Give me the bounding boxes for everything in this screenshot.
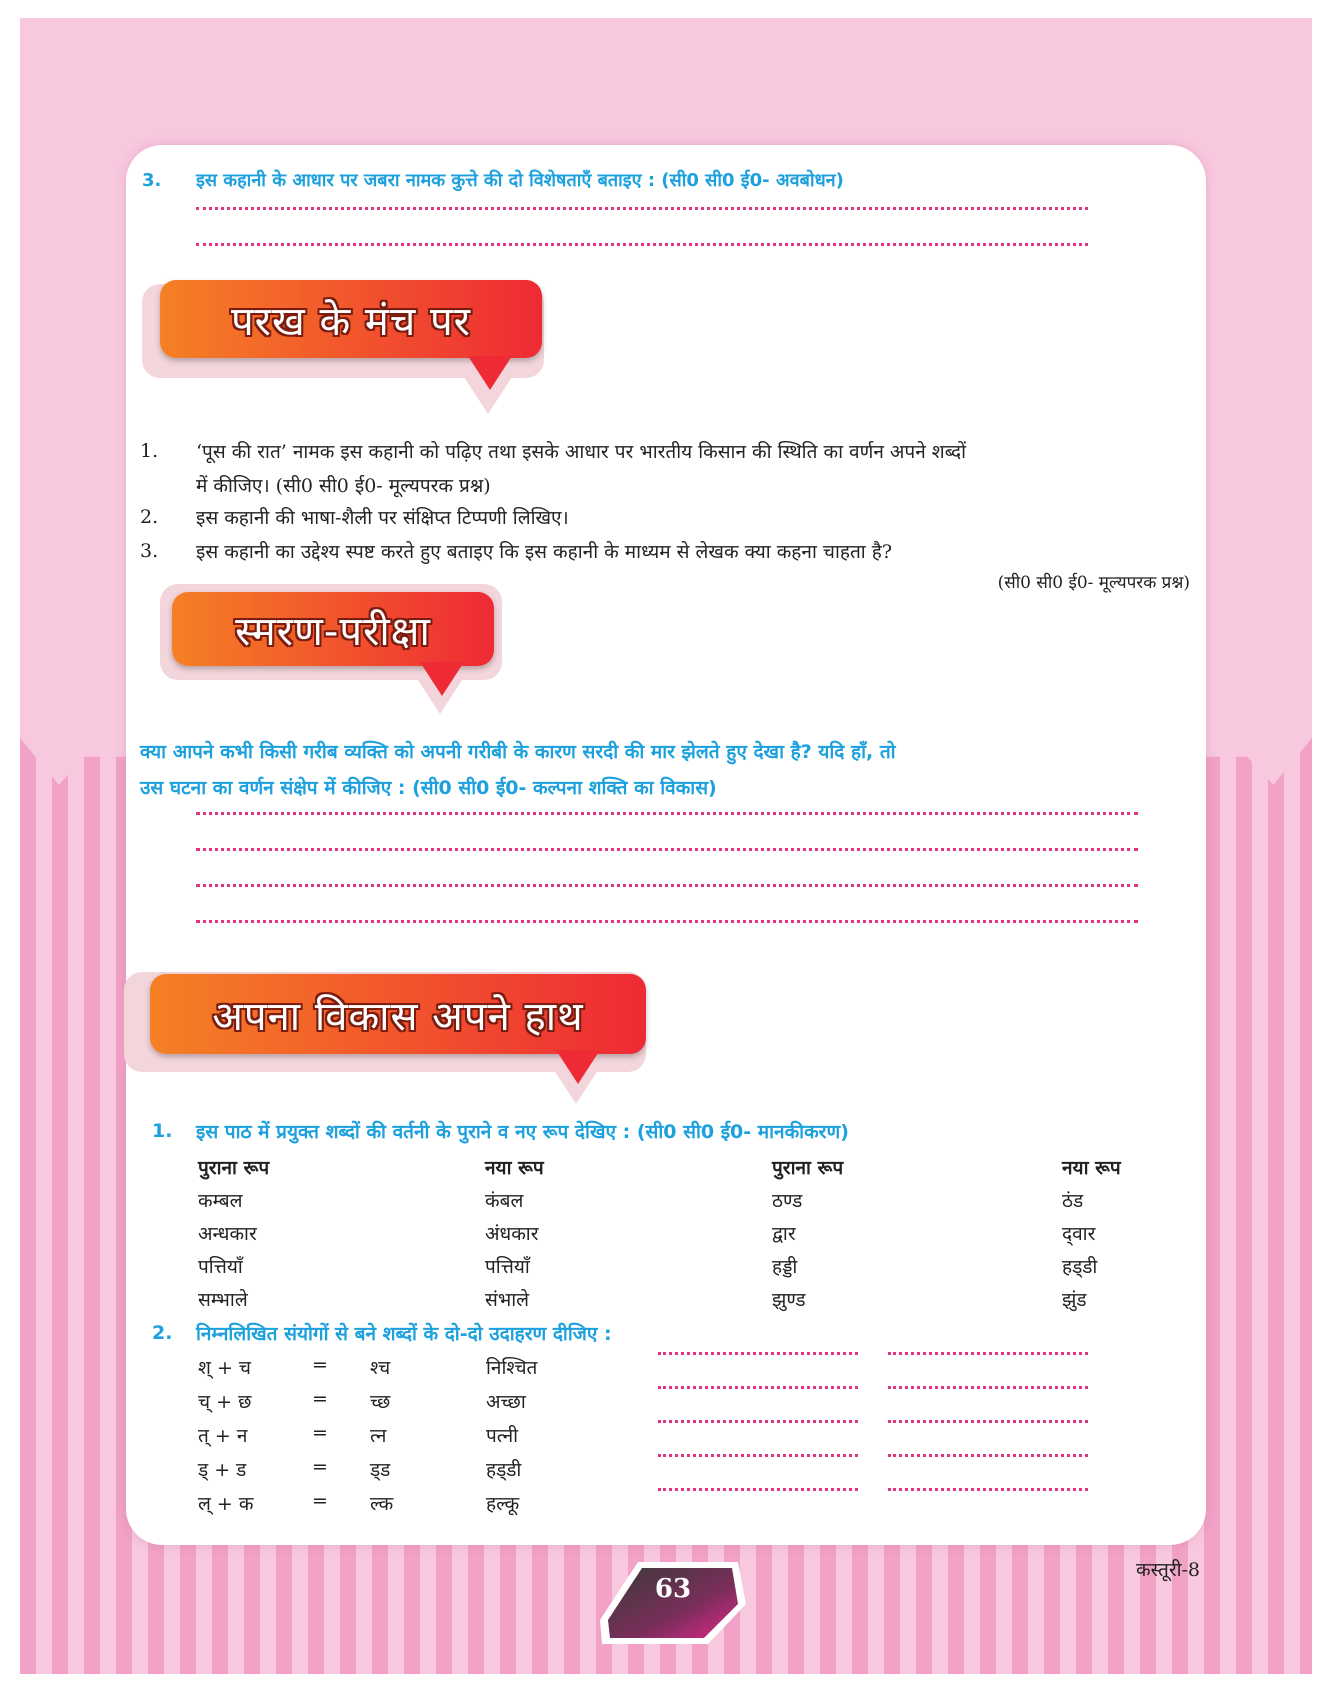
table-cell: पत्तियाँ <box>485 1255 530 1278</box>
example-word: हड्‌डी <box>486 1459 522 1481</box>
question-tag: (सी0 सी0 ई0- मूल्यपरक प्रश्न) <box>997 573 1190 593</box>
equals-sign: = <box>312 1388 328 1410</box>
answer-line <box>196 920 1138 923</box>
page-number-badge <box>598 1560 748 1646</box>
smaran-question-cont: उस घटना का वर्णन संक्षेप में कीजिए : (सी0 सी0 ई0- कल्पना शक्ति का विकास) <box>140 777 717 799</box>
equals-sign: = <box>312 1354 328 1376</box>
table-cell: द्‌वार <box>1062 1222 1096 1245</box>
table-cell: पत्तियाँ <box>198 1255 243 1278</box>
top-question-text: इस कहानी के आधार पर जबरा नामक कुत्ते की दो विशेषताएँ बताइए : (सी0 सी0 ई0- अवबोधन) <box>196 170 844 191</box>
answer-line <box>196 812 1138 815</box>
table-header: पुराना रूप <box>198 1156 270 1179</box>
question-number: 1. <box>140 440 159 462</box>
table-cell: सम्भाले <box>198 1288 248 1311</box>
table-cell: झुंड <box>1062 1288 1087 1311</box>
table-cell: अंधकार <box>485 1222 539 1245</box>
top-question-number: 3. <box>142 170 162 191</box>
equals-sign: = <box>312 1490 328 1512</box>
equals-sign: = <box>312 1456 328 1478</box>
combined-letter: च्छ <box>370 1391 391 1413</box>
answer-line <box>888 1454 1088 1457</box>
combined-letter: ल्क <box>370 1493 394 1515</box>
answer-line <box>658 1352 858 1355</box>
combination: ल् + क <box>198 1493 254 1515</box>
example-word: पत्नी <box>486 1425 519 1447</box>
answer-line <box>658 1386 858 1389</box>
answer-line <box>196 884 1138 887</box>
combined-letter: त्न <box>370 1425 387 1447</box>
table-row <box>198 1183 1182 1216</box>
answer-line <box>888 1488 1088 1491</box>
table-row <box>198 1216 1182 1249</box>
table-cell: संभाले <box>485 1288 530 1311</box>
answer-line <box>888 1352 1088 1355</box>
answer-line <box>658 1488 858 1491</box>
table-cell: हड्डी <box>772 1255 798 1278</box>
question-number: 2. <box>140 506 159 528</box>
equals-sign: = <box>312 1422 328 1444</box>
table-header: नया रूप <box>1062 1156 1121 1179</box>
spelling-table <box>198 1150 1182 1315</box>
table-cell: कम्बल <box>198 1189 243 1212</box>
table-header-row <box>198 1150 1182 1183</box>
book-name: कस्तूरी-8 <box>1136 1559 1201 1581</box>
question-text-cont: में कीजिए। (सी0 सी0 ई0- मूल्यपरक प्रश्न) <box>196 475 491 497</box>
combination: ड् + ड <box>198 1459 247 1481</box>
q2-text: निम्नलिखित संयोगों से बने शब्दों के दो-दो उदाहरण दीजिए : <box>196 1323 612 1345</box>
combined-letter: श्च <box>370 1357 391 1379</box>
table-cell: ठंड <box>1062 1189 1084 1212</box>
q1-text: इस पाठ में प्रयुक्त शब्दों की वर्तनी के पुराने व नए रूप देखिए : (सी0 सी0 ई0- मानकीकरण) <box>196 1121 849 1143</box>
q1-number: 1. <box>152 1120 173 1142</box>
table-cell: द्वार <box>772 1222 796 1245</box>
combination: त् + न <box>198 1425 248 1447</box>
answer-line <box>888 1420 1088 1423</box>
answer-line <box>658 1420 858 1423</box>
question-text: इस कहानी का उद्देश्य स्पष्ट करते हुए बताइए कि इस कहानी के माध्यम से लेखक क्या कहना चाहता है? <box>196 541 893 563</box>
example-word: निश्चित <box>486 1357 538 1379</box>
answer-line <box>196 243 1088 246</box>
table-row <box>198 1249 1182 1282</box>
example-word: अच्छा <box>486 1391 526 1413</box>
combination: श् + च <box>198 1357 251 1379</box>
page-number: 63 <box>654 1574 692 1604</box>
q2-number: 2. <box>152 1322 173 1344</box>
table-cell: ठण्ड <box>772 1189 803 1212</box>
combined-letter: ड्‌ड <box>370 1459 391 1481</box>
table-header: नया रूप <box>485 1156 544 1179</box>
smaran-question: क्या आपने कभी किसी गरीब व्यक्ति को अपनी गरीबी के कारण सरदी की मार झेलते हुए देखा है? यदि हाँ, तो <box>140 741 896 763</box>
combination: च् + छ <box>198 1391 252 1413</box>
section-title: अपना विकास अपने हाथ <box>212 993 584 1040</box>
answer-line <box>196 207 1088 210</box>
question-text: ‘पूस की रात’ नामक इस कहानी को पढ़िए तथा इसके आधार पर भारतीय किसान की स्थिति का वर्णन अपने शब्दों <box>196 441 967 463</box>
table-cell: अन्धकार <box>198 1222 257 1245</box>
answer-line <box>658 1454 858 1457</box>
section-title: स्मरण-परीक्षा <box>235 608 431 655</box>
example-word: हल्कू <box>486 1493 520 1515</box>
table-header: पुराना रूप <box>772 1156 844 1179</box>
answer-line <box>196 848 1138 851</box>
table-cell: झुण्ड <box>772 1288 806 1311</box>
table-row <box>198 1282 1182 1315</box>
section-title: परख के मंच पर <box>230 298 472 345</box>
table-cell: हड्‌डी <box>1062 1255 1098 1278</box>
question-text: इस कहानी की भाषा-शैली पर संक्षिप्त टिप्पणी लिखिए। <box>196 507 569 529</box>
table-cell: कंबल <box>485 1189 524 1212</box>
question-number: 3. <box>140 540 159 562</box>
answer-line <box>888 1386 1088 1389</box>
